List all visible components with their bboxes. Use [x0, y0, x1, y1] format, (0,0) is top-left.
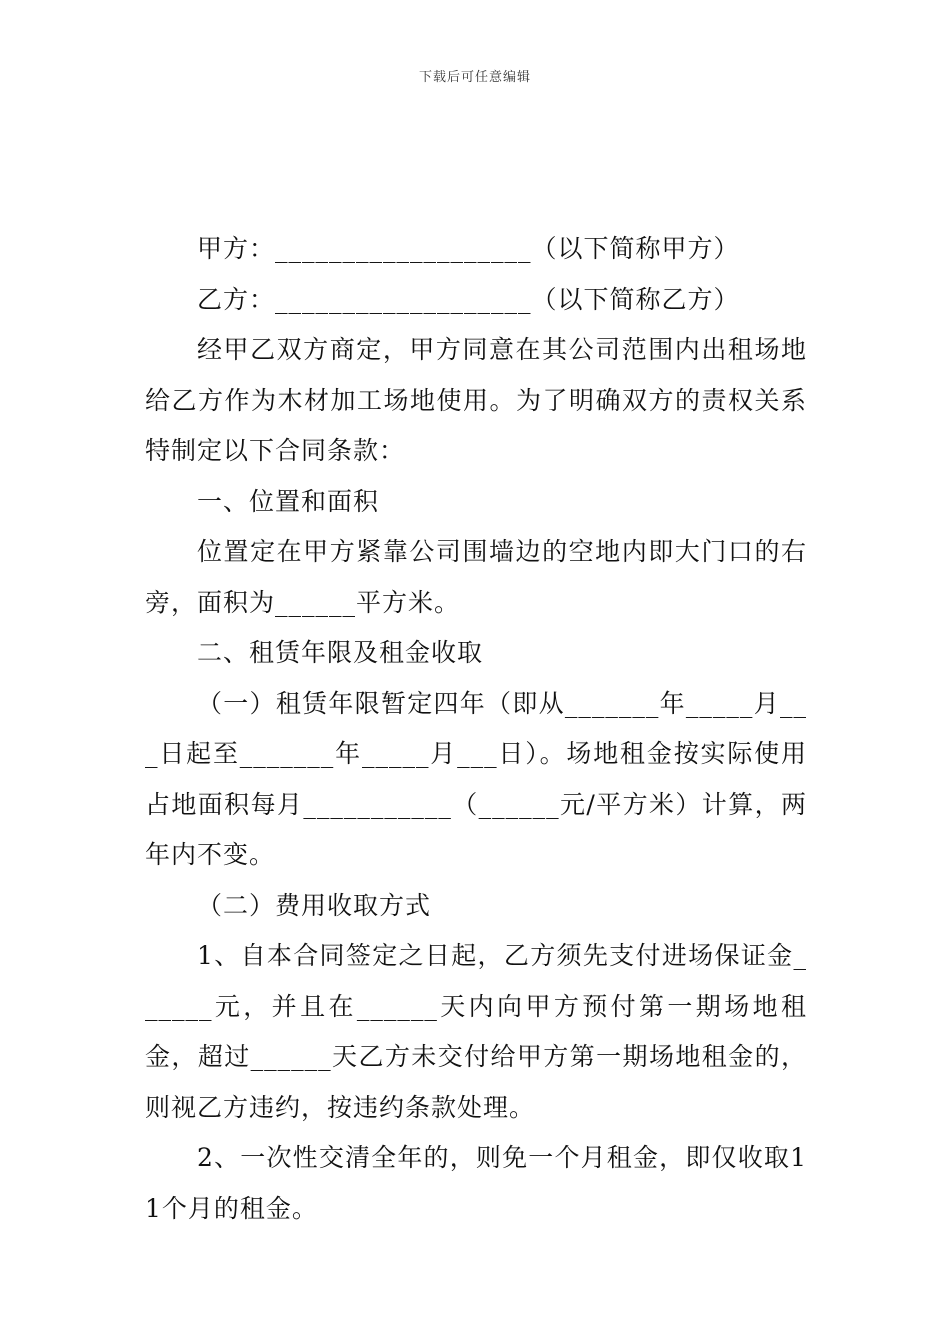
lease-term-paragraph: （一）租赁年限暂定四年（即从_______年_____月___日起至_______年_____月___日）。场地租金按实际使用占地面积每月___________（______元/平方米）计算，两年内不变。: [145, 688, 807, 869]
intro-paragraph: 经甲乙双方商定，甲方同意在其公司范围内出租场地给乙方作为木材加工场地使用。为了明确双方的责权关系特制定以下合同条款：: [145, 335, 807, 465]
header-note: 下载后可任意编辑: [418, 70, 531, 85]
fee-clause-2: 2、一次性交清全年的，则免一个月租金，即仅收取11个月的租金。: [145, 1143, 807, 1223]
subsection-heading-fees: （二）费用收取方式: [197, 890, 432, 920]
document-body: [145, 224, 807, 1234]
fee-clause-1: 1、自本合同签定之日起，乙方须先支付进场保证金______元，并且在______天内向甲方预付第一期场地租金，超过______天乙方未交付给甲方第一期场地租金的，则视乙方违约，按违约条款处理。: [145, 941, 807, 1122]
party-a-line: 甲方：___________________（以下简称甲方）: [197, 234, 740, 263]
location-paragraph: 位置定在甲方紧靠公司围墙边的空地内即大门口的右旁，面积为______平方米。: [145, 537, 807, 617]
party-b-line: 乙方：___________________（以下简称乙方）: [197, 284, 740, 314]
section-heading-location: 一、位置和面积: [197, 486, 380, 516]
section-heading-lease: 二、租赁年限及租金收取: [197, 638, 484, 667]
